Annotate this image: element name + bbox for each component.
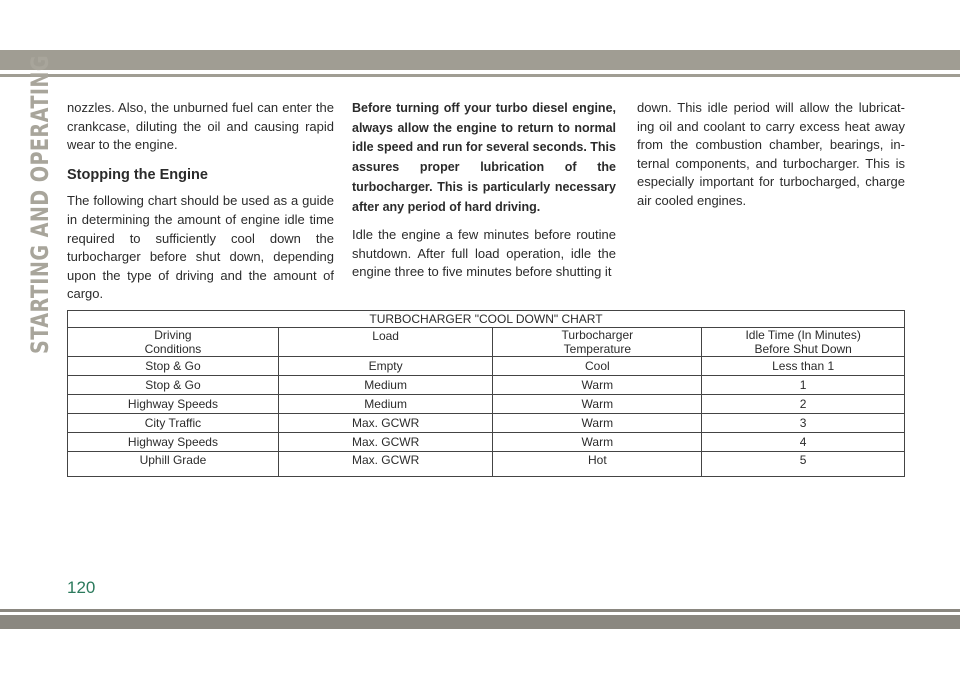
footer-rule: [0, 609, 960, 612]
table-cell: Stop & Go: [68, 376, 279, 395]
table-cell: Max. GCWR: [278, 452, 493, 477]
table-cell: Highway Speeds: [68, 433, 279, 452]
column-3: [637, 99, 905, 211]
table-cell: Empty: [278, 357, 493, 376]
turbo-warning-paragraph: Before turning off your turbo diesel engine, always allow the engine to return to normal idle speed and run for several seconds. This assures proper lubrication of the turbocharger. This is particularly necessary after any period of hard driving.: [352, 101, 616, 214]
header-idle-time: Idle Time (In Minutes) Before Shut Down: [702, 328, 905, 357]
footer-band: [0, 615, 960, 629]
table-row: [68, 357, 905, 376]
header-driving-conditions: Driving Conditions: [68, 328, 279, 357]
table-row: [68, 433, 905, 452]
table-cell: Less than 1: [702, 357, 905, 376]
section-heading: Stopping the Engine: [67, 166, 208, 183]
table-cell: Hot: [493, 452, 702, 477]
table-row: [68, 414, 905, 433]
table-row: [68, 395, 905, 414]
table-cell: 2: [702, 395, 905, 414]
table-cell: City Traffic: [68, 414, 279, 433]
table-cell: Highway Speeds: [68, 395, 279, 414]
chart-guide-paragraph: The following chart should be used as a guide in determining the amount of engine idle time required to sufficiently cool down the turbocharger before shut down, depending upon the type of driving and the amount of cargo.: [67, 193, 334, 302]
chart-title: TURBOCHARGER "COOL DOWN" CHART: [68, 311, 905, 328]
table-cell: Medium: [278, 376, 493, 395]
idle-paragraph: Idle the engine a few minutes before routine shutdown. After full load operation, idle the engine three to five minutes before shutting it: [352, 227, 616, 280]
table-cell: Warm: [493, 376, 702, 395]
column-2: [352, 99, 616, 282]
table-cell: Max. GCWR: [278, 433, 493, 452]
section-side-title-text: STARTING AND OPERATING: [26, 54, 54, 354]
header-turbo-temperature: Turbocharger Temperature: [493, 328, 702, 357]
table-cell: Warm: [493, 414, 702, 433]
table-cell: 1: [702, 376, 905, 395]
table-cell: Cool: [493, 357, 702, 376]
header-rule: [0, 74, 960, 77]
table-cell: Max. GCWR: [278, 414, 493, 433]
table-cell: Warm: [493, 395, 702, 414]
idle-continued-paragraph: down. This idle period will allow the lubricat-ing oil and coolant to carry excess heat away from the combustion chamber, bearings, in-ternal components, and turbocharger. This is especially important for turbocharged, charge air cooled engines.: [637, 100, 905, 208]
table-cell: Stop & Go: [68, 357, 279, 376]
table-row: [68, 452, 905, 477]
table-row: [68, 376, 905, 395]
column-1: [67, 99, 334, 304]
table-cell: 5: [702, 452, 905, 477]
intro-paragraph: nozzles. Also, the unburned fuel can enter the crankcase, diluting the oil and causing rapid wear to the engine.: [67, 100, 334, 153]
cool-down-chart: [67, 310, 905, 477]
table-cell: Medium: [278, 395, 493, 414]
header-band: [0, 50, 960, 70]
table-cell: 3: [702, 414, 905, 433]
table-cell: 4: [702, 433, 905, 452]
table-cell: Warm: [493, 433, 702, 452]
header-load: Load: [278, 328, 493, 357]
page-number: 120: [67, 578, 96, 597]
table-cell: Uphill Grade: [68, 452, 279, 477]
